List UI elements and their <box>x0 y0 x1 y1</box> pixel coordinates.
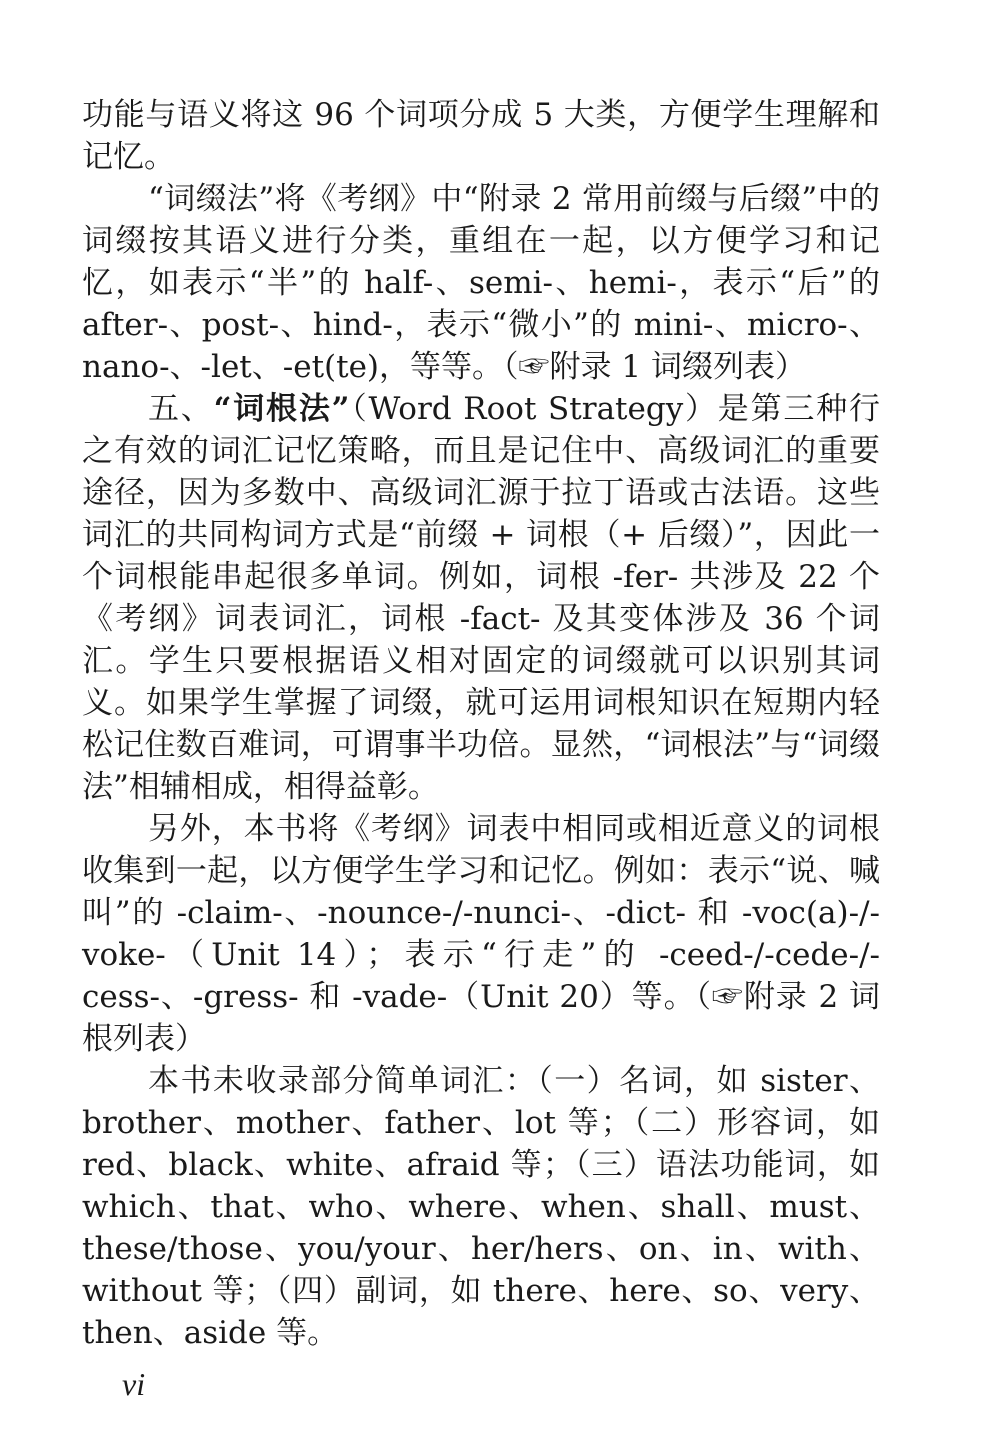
paragraph-3 <box>82 388 880 808</box>
paragraph-3-prefix: 五、 <box>148 391 214 427</box>
paragraph-4: 另外，本书将《考纲》词表中相同或相近意义的词根收集到一起，以方便学生学习和记忆。例如：表示“说、喊叫”的 -claim-、-nounce-/-nunci-、-dict- 和 -voc(a)-/-voke-（Unit 14）；表示“行走”的 -ceed-/-cede-/-cess-、-gress- 和 -vade-（Unit 20）等。（☞附录 2 词根列表） <box>82 811 880 1057</box>
paragraph-3-rest: （Word Root Strategy）是第三种行之有效的词汇记忆策略，而且是记住中、高级词汇的重要途径，因为多数中、高级词汇源于拉丁语或古法语。这些词汇的共同构词方式是“前缀 + 词根（+ 后缀）”，因此一个词根能串起很多单词。例如，词根 -fer- 共涉及 22 个《考纲》词表词汇，词根 -fact- 及其变体涉及 36 个词汇。学生只要根据语义相对固定的词缀就可以识别其词义。如果学生掌握了词缀，就可运用词根知识在短期内轻松记住数百难词，可谓事半功倍。显然，“词根法”与“词缀法”相辅相成，相得益彰。 <box>82 391 880 805</box>
page-number: vi <box>122 1366 146 1402</box>
paragraph-3-bold-term: “词根法” <box>213 391 350 427</box>
page-body <box>82 94 880 1354</box>
paragraph-1: 功能与语义将这 96 个词项分成 5 大类，方便学生理解和记忆。 <box>82 97 880 175</box>
paragraph-2: “词缀法”将《考纲》中“附录 2 常用前缀与后缀”中的词缀按其语义进行分类，重组在一起，以方便学习和记忆，如表示“半”的 half-、semi-、hemi-，表示“后”的 after-、post-、hind-，表示“微小”的 mini-、micro-、nano-、-let、-et(te)，等等。（☞附录 1 词缀列表） <box>82 181 880 385</box>
paragraph-5: 本书未收录部分简单词汇：（一）名词，如 sister、brother、mother、father、lot 等；（二）形容词，如 red、black、white、afraid 等；（三）语法功能词，如 which、that、who、where、when、shall、must、these/those、you/your、her/hers、on、in、with、without 等；（四）副词，如 there、here、so、very、then、aside 等。 <box>82 1063 880 1351</box>
